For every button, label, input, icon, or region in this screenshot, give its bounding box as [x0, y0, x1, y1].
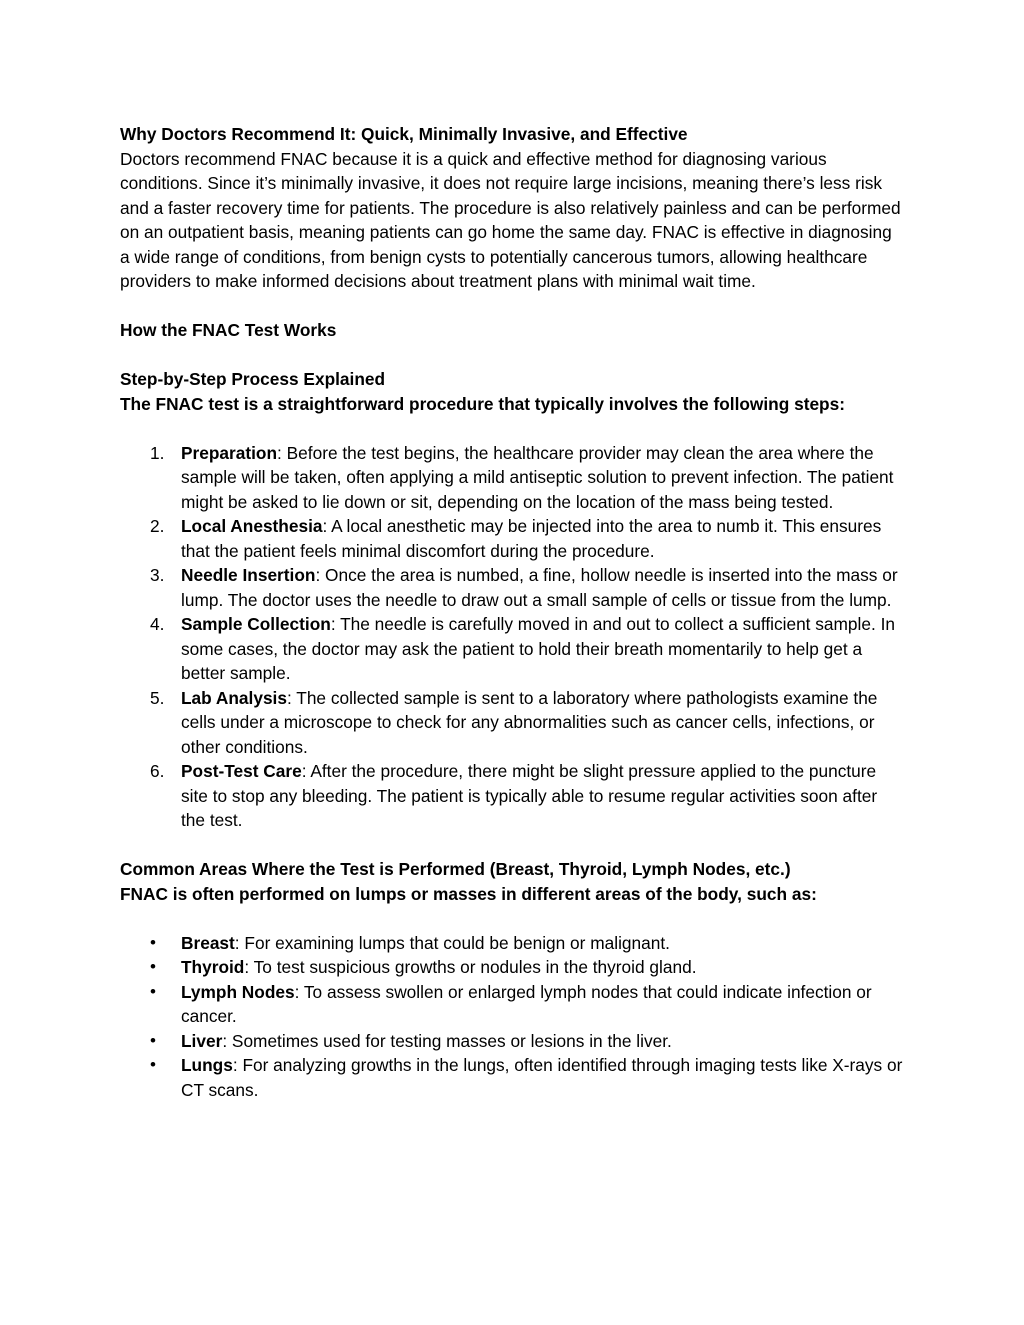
list-item: [120, 931, 904, 956]
area-text: : Sometimes used for testing masses or lesions in the liver.: [222, 1030, 672, 1051]
list-item: [120, 955, 904, 980]
step-term: Needle Insertion: [181, 565, 316, 585]
list-number: 3.: [150, 565, 165, 585]
list-number: 1.: [150, 442, 165, 463]
list-item: [120, 514, 904, 563]
list-item: [120, 563, 904, 612]
step-text: : Before the test begins, the healthcare provider may clean the area where the sample will be taken, often applying a mild antiseptic solution to prevent infection. The patient might be asked to lie down or sit, depending on the location of the mass being tested.: [181, 442, 894, 512]
areas-subheading: FNAC is often performed on lumps or masses in different areas of the body, such as:: [120, 883, 817, 904]
step-term: Preparation: [181, 442, 278, 463]
list-item: [120, 1053, 904, 1102]
spacer: [120, 343, 904, 368]
area-text: : For analyzing growths in the lungs, often identified through imaging tests like X-rays or CT scans.: [181, 1055, 903, 1100]
spacer: [120, 416, 904, 441]
area-term: Lymph Nodes: [181, 981, 295, 1002]
list-number: 6.: [150, 761, 165, 781]
step-term: Local Anesthesia: [181, 516, 323, 536]
step-text: : A local anesthetic may be injected into the area to numb it. This ensures that the patient feels minimal discomfort during the procedure.: [181, 516, 882, 561]
steps-subheading: The FNAC test is a straightforward procedure that typically involves the following steps:: [120, 393, 845, 414]
bullet-icon: •: [150, 981, 156, 1001]
area-text: : To test suspicious growths or nodules in the thyroid gland.: [244, 957, 697, 977]
areas-heading: Common Areas Where the Test is Performed (Breast, Thyroid, Lymph Nodes, etc.): [120, 859, 791, 879]
list-item: [120, 612, 904, 686]
list-item: [120, 980, 904, 1029]
steps-heading: Step-by-Step Process Explained: [120, 369, 386, 389]
list-item: [120, 686, 904, 760]
intro-paragraph: Doctors recommend FNAC because it is a quick and effective method for diagnosing various conditions. Since it’s minimally invasive, it does not require large incisions, meaning there’s less risk and a faster recovery time for patients. The procedure is also relatively painless and can be performed on an outpatient basis, meaning patients can go home the same day. FNAC is effective in diagnosing a wide range of conditions, from benign cysts to potentially cancerous tumors, allowing healthcare providers to make informed decisions about treatment plans with minimal wait time.: [120, 148, 901, 291]
step-term: Post-Test Care: [181, 761, 302, 781]
area-term: Lungs: [181, 1055, 233, 1075]
bullet-icon: •: [150, 932, 156, 952]
list-item: [120, 441, 904, 515]
list-item: [120, 1029, 904, 1054]
intro-heading: Why Doctors Recommend It: Quick, Minimally Invasive, and Effective: [120, 124, 688, 144]
area-term: Breast: [181, 932, 235, 953]
areas-list: [120, 931, 904, 1103]
step-text: : The needle is carefully moved in and out to collect a sufficient sample. In some cases, the doctor may ask the patient to hold their breath momentarily to help get a better sample.: [181, 614, 896, 683]
how-heading: How the FNAC Test Works: [120, 320, 337, 340]
bullet-icon: •: [150, 1055, 156, 1074]
bullet-icon: •: [150, 957, 156, 976]
list-number: 4.: [150, 614, 165, 634]
spacer: [120, 294, 904, 319]
step-text: : After the procedure, there might be slight pressure applied to the puncture site to stop any bleeding. The patient is typically able to resume regular activities soon after the test.: [181, 761, 878, 830]
steps-list: [120, 441, 904, 833]
list-number: 5.: [150, 687, 165, 708]
area-text: : To assess swollen or enlarged lymph nodes that could indicate infection or cancer.: [181, 981, 872, 1026]
area-text: : For examining lumps that could be benign or malignant.: [234, 932, 670, 953]
step-term: Sample Collection: [181, 614, 331, 634]
area-term: Thyroid: [181, 957, 245, 977]
list-number: 2.: [150, 516, 165, 536]
spacer: [120, 833, 904, 858]
spacer: [120, 906, 904, 931]
step-term: Lab Analysis: [181, 687, 287, 708]
bullet-icon: •: [150, 1030, 156, 1050]
list-item: [120, 759, 904, 833]
area-term: Liver: [181, 1030, 223, 1051]
step-text: : Once the area is numbed, a fine, hollow needle is inserted into the mass or lump. The doctor uses the needle to draw out a small sample of cells or tissue from the lump.: [181, 565, 898, 610]
step-text: : The collected sample is sent to a laboratory where pathologists examine the cells under a microscope to check for any abnormalities such as cancer cells, infections, or other conditions.: [181, 687, 878, 757]
